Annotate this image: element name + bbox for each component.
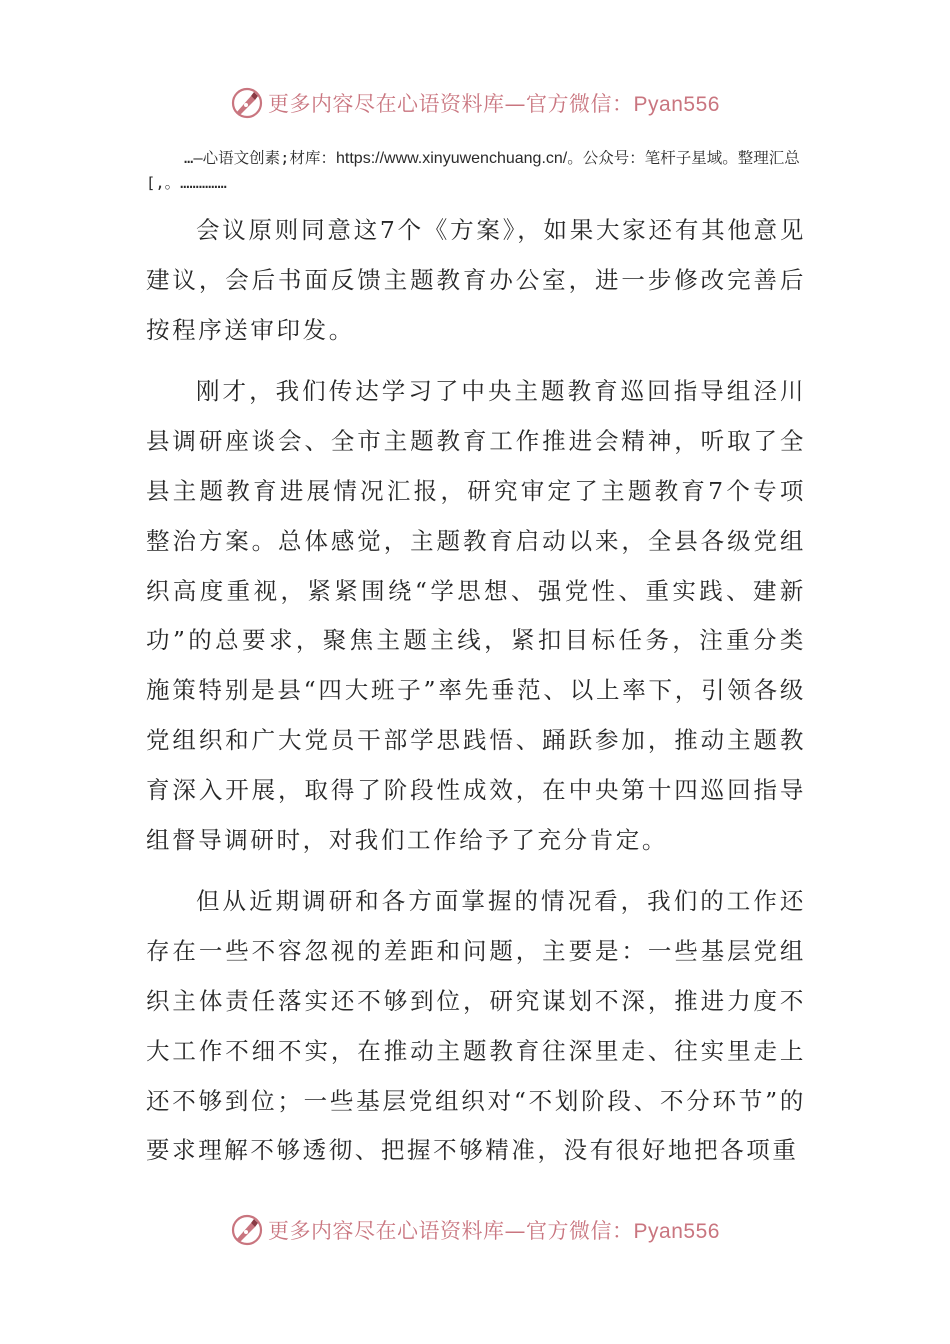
header-banner bbox=[0, 78, 950, 128]
paragraph-2: 刚才，我们传达学习了中央主题教育巡回指导组泾川县调研座谈会、全市主题教育工作推进会精神，听取了全县主题教育进展情况汇报，研究审定了主题教育7个专项整治方案。总体感觉，主题教育启动以来，全县各级党组织高度重视，紧紧围绕“学思想、强党性、重实践、建新功”的总要求，聚焦主题主线，紧扣目标任务，注重分类施策特别是县“四大班子”率先垂范、以上率下，引领各级党组织和广大党员干部学思践悟、踊跃参加，推动主题教育深入开展，取得了阶段性成效，在中央第十四巡回指导组督导调研时，对我们工作给予了充分肯定。 bbox=[146, 377, 806, 854]
source-line: …—心语文创素;材库：https://www.xinyuwenchuang.cn/。公众号：笔杆子星域。整理汇总[,。…………… bbox=[146, 149, 800, 192]
source-url: https://www.xinyuwenchuang.cn/ bbox=[336, 150, 568, 167]
document-body bbox=[146, 206, 806, 1188]
pen-logo-icon bbox=[230, 86, 264, 120]
banner-text: 更多内容尽在心语资料库—官方微信：Pyan556 bbox=[268, 92, 720, 116]
paragraph-1: 会议原则同意这7个《方案》，如果大家还有其他意见建议，会后书面反馈主题教育办公室，进一步修改完善后按程序送审印发。 bbox=[146, 216, 806, 344]
banner-text: 更多内容尽在心语资料库—官方微信：Pyan556 bbox=[268, 1219, 720, 1243]
paragraph-3: 但从近期调研和各方面掌握的情况看，我们的工作还存在一些不容忽视的差距和问题，主要是：一些基层党组织主体责任落实还不够到位，研究谋划不深，推进力度不大工作不细不实，在推动主题教育往深里走、往实里走上还不够到位；一些基层党组织对“不划阶段、不分环节”的要求理解不够透彻、把握不够精准，没有很好地把各项重 bbox=[146, 887, 806, 1165]
pen-logo-icon bbox=[230, 1213, 264, 1247]
footer-banner bbox=[0, 1205, 950, 1255]
wechat-id: Pyan556 bbox=[633, 1220, 720, 1243]
wechat-id: Pyan556 bbox=[633, 93, 720, 116]
